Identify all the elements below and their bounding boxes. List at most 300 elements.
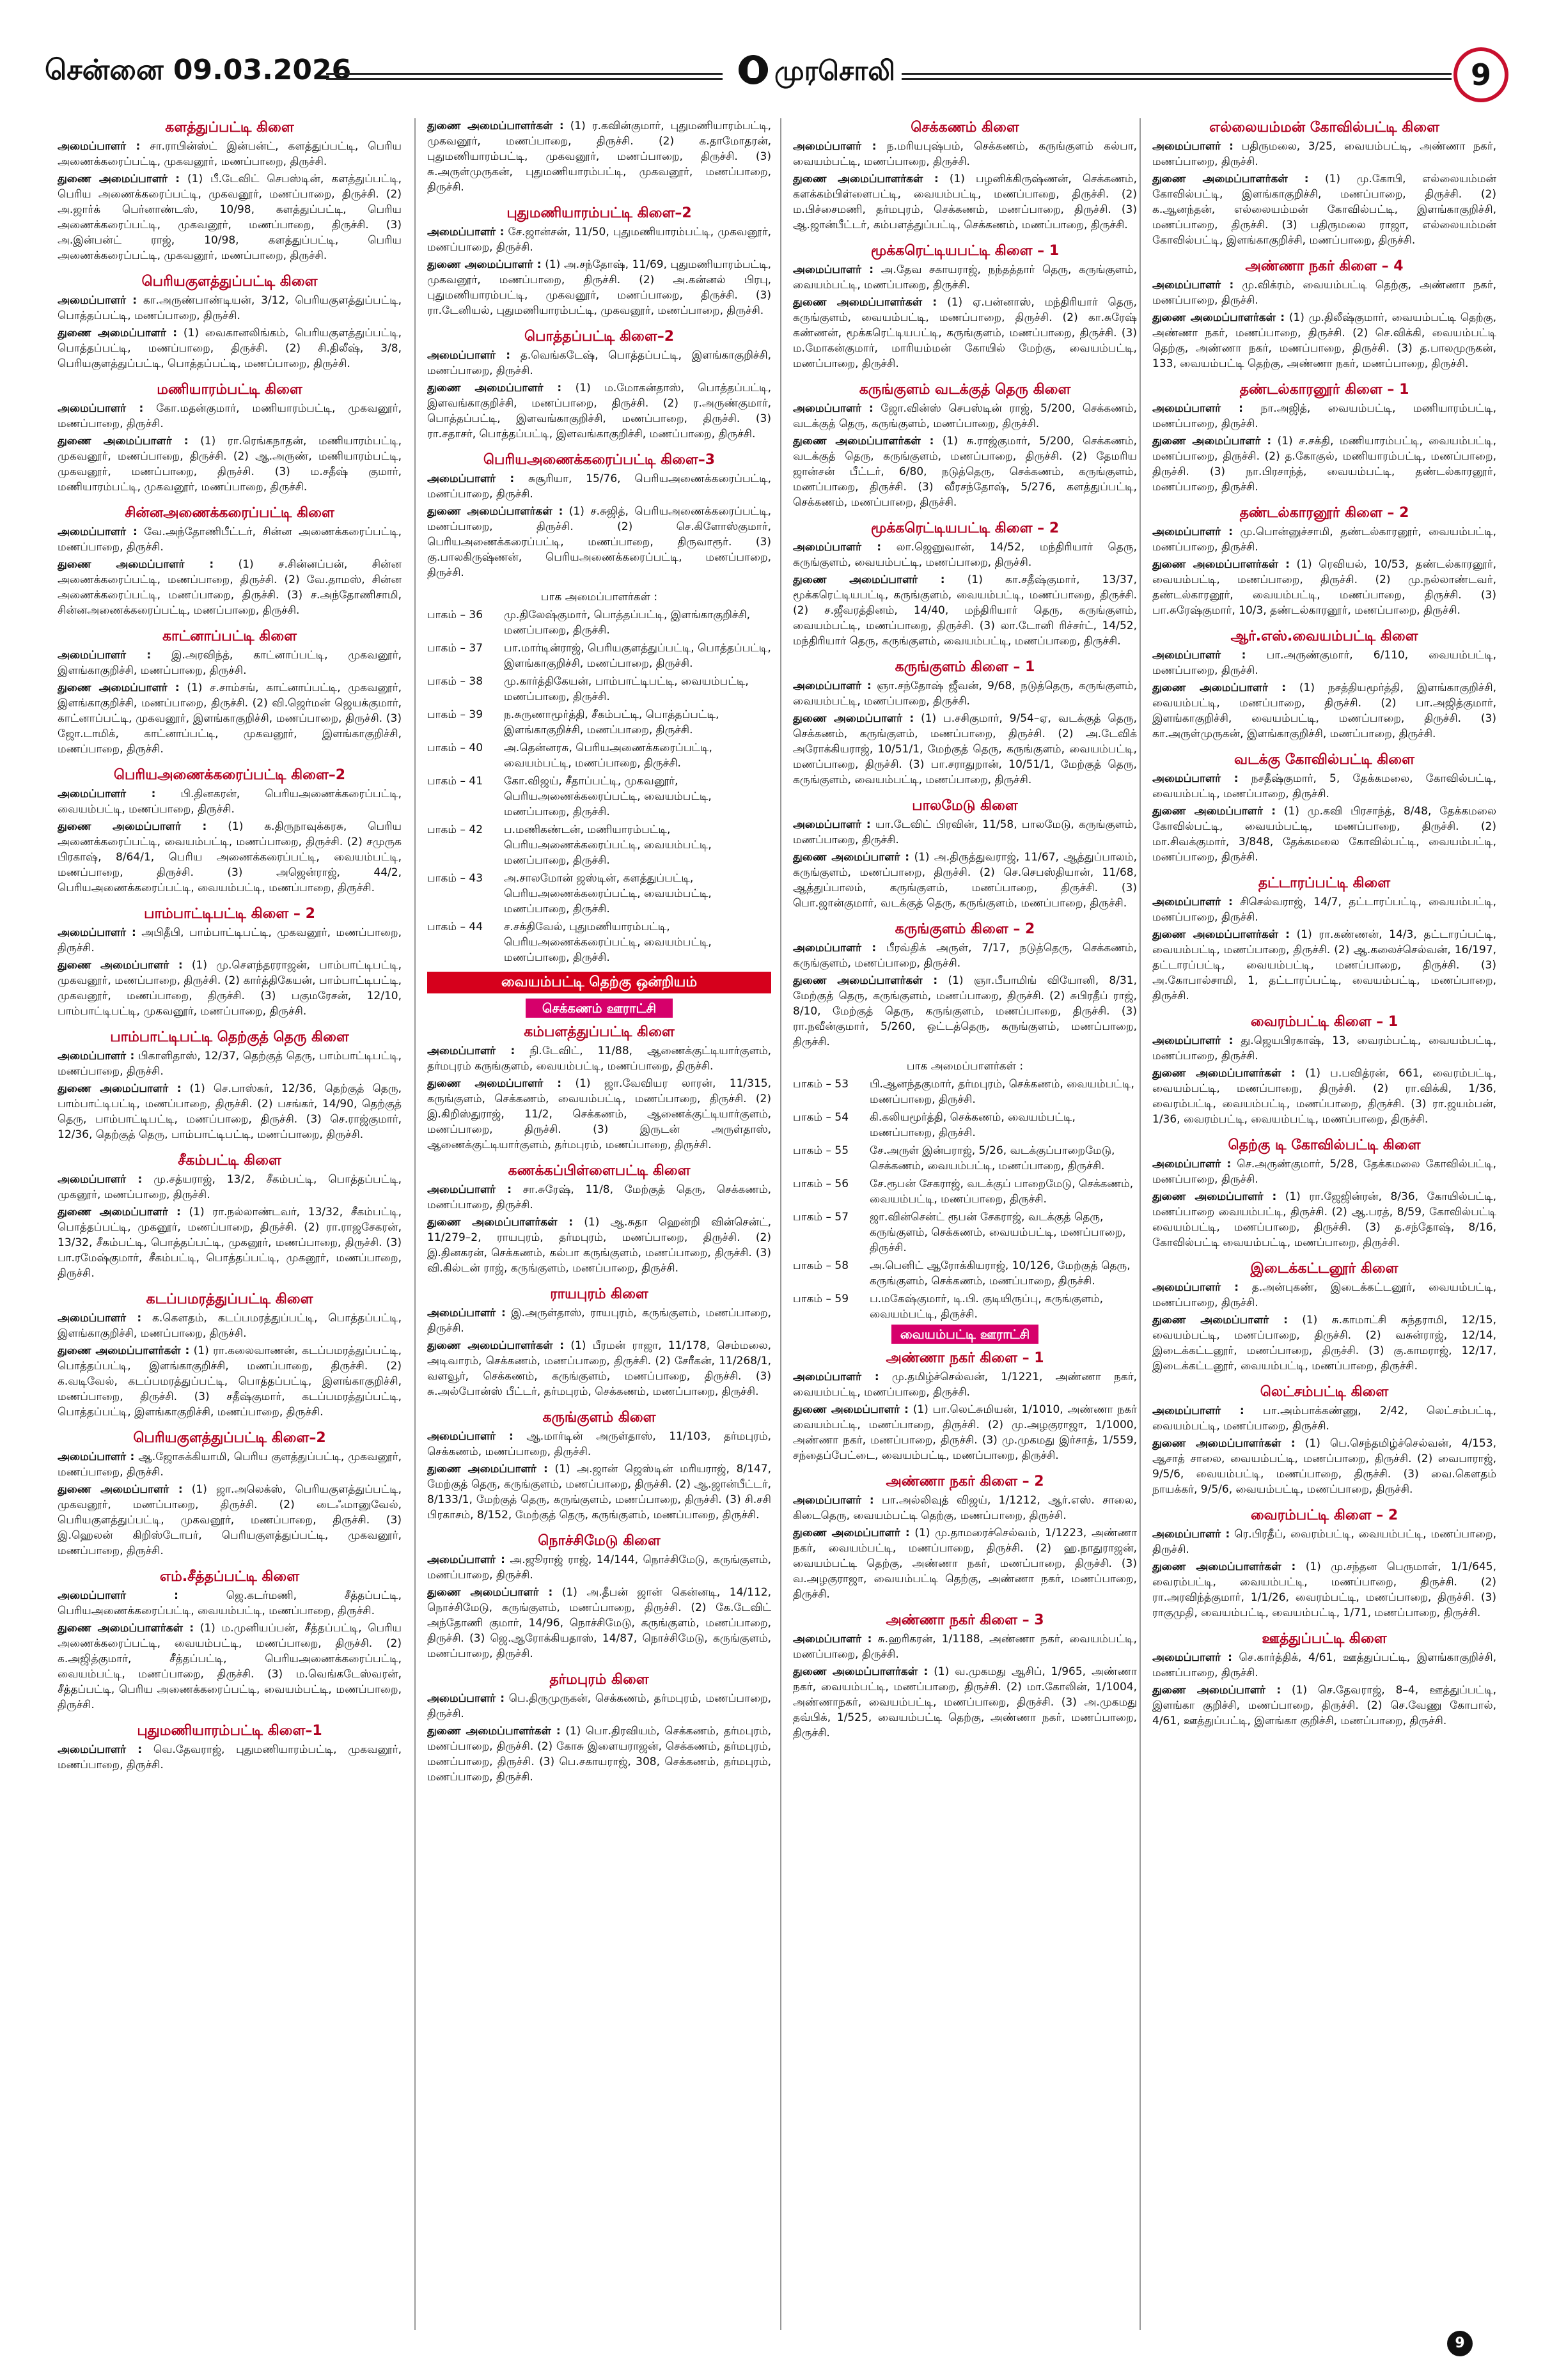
- branch-heading: அண்ணா நகர் கிளை – 3: [886, 1612, 1044, 1628]
- member-paragraph: [58, 1048, 402, 1079]
- branch-heading: மூக்கரெட்டியபட்டி கிளை – 2: [870, 520, 1060, 536]
- role-label: அமைப்பாளர் :: [427, 1553, 505, 1566]
- role-label: அமைப்பாளர் :: [1152, 402, 1243, 415]
- member-text: (1) ர.கவின்குமார், புதுமணியாரம்பட்டி, முகவனூர், மணப்பாறை, திருச்சி. (2) க.தாமோதரன், புதுமணியாரம்பட்டி, முகவனூர், மணப்பாறை, திருச்சி. (3) சு.அருள்முருகன், புதுமணியாரம்பட்டி, முகவனூர், மணப்பாறை, திருச்சி.: [427, 120, 771, 194]
- member-text: (1) செ.பாஸ்கர், 12/36, தெற்குத் தெரு, பாம்பாட்டிபட்டி, மணப்பாறை, திருச்சி. (2) பசங்கர், 14/90, தெற்குத் தெரு, பாம்பாட்டிபட்டி, மணப்பாறை, திருச்சி. (3) செ.ராஜ்குமார், 12/36, தெற்குத் தெரு, பாம்பாட்டிபட்டி, மணப்பாறை, திருச்சி.: [58, 1082, 402, 1141]
- member-paragraph: [1152, 1650, 1496, 1681]
- member-paragraph: [1152, 804, 1496, 865]
- branch-heading: கருங்குளம் கிளை – 1: [895, 659, 1035, 675]
- role-label: அமைப்பாளர் :: [427, 226, 505, 238]
- page-number-badge: 9: [1453, 47, 1508, 102]
- role-label: அமைப்பாளர் :: [58, 1451, 135, 1463]
- member-paragraph: [58, 557, 402, 618]
- column-1: [58, 118, 402, 2330]
- branch-section: [1152, 627, 1496, 742]
- role-label: அமைப்பாளர் :: [1152, 525, 1233, 538]
- role-label: துணை அமைப்பாளர் :: [427, 1463, 548, 1475]
- member-paragraph: [1152, 1527, 1496, 1557]
- member-paragraph: [427, 380, 771, 442]
- member-paragraph: [58, 648, 402, 678]
- member-text: செ.அருண்குமார், 5/28, தேக்கமலை கோவில்பட்டி, மணப்பாறை, திருச்சி.: [1152, 1158, 1496, 1186]
- member-paragraph: [793, 817, 1137, 848]
- member-text: த.வெங்கடேஷ், பொத்தப்பட்டி, இளங்காகுறிச்சி, மணப்பாறை, திருச்சி.: [427, 349, 771, 377]
- member-paragraph: [427, 348, 771, 378]
- member-text: (1) வைகானலிங்கம், பெரியகுளத்துப்பட்டி, பொத்தப்பட்டி, மணப்பாறை, திருச்சி. (2) சி.திலீஷ், 3/8, பெரியகுளத்துப்பட்டி, பொத்தப்பட்டி, மணப்பாறை, திருச்சி.: [58, 327, 402, 370]
- branch-section: [793, 920, 1137, 1050]
- branch-section: [58, 380, 402, 495]
- member-text: மு.சத்யராஜ், 13/2, சீகம்பட்டி, பொத்தப்பட்டி, முகனூர், மணப்பாறை, திருச்சி.: [58, 1173, 402, 1201]
- role-label: துணை அமைப்பாளர்கள் :: [1152, 558, 1290, 571]
- member-paragraph: [793, 1664, 1137, 1741]
- role-label: துணை அமைப்பாளர் :: [427, 258, 542, 271]
- branch-section: [1152, 380, 1496, 495]
- branch-section: [58, 1429, 402, 1559]
- member-text: யா.டேவிட் பிரவின், 11/58, பாலமேடு, கருங்குளம், மணப்பாறை, திருச்சி.: [793, 818, 1137, 846]
- member-text: ஜெ.கடர்மணி, சீத்தப்பட்டி, பெரியஅணைக்கரைப்பட்டி, வையம்பட்டி, மணப்பாறை, திருச்சி.: [58, 1589, 402, 1617]
- bagam-member: கோ.விஜய், சீதாப்பட்டி, முகவனூர், பெரியஅணைக்கரைப்பட்டி, வையம்பட்டி, மணப்பாறை, திருச்சி.: [504, 775, 712, 818]
- member-text: ஆ.மார்டின் அருள்தாஸ், 11/103, தர்மபுரம், செக்கணம், மணப்பாறை, திருச்சி.: [427, 1430, 771, 1458]
- member-paragraph: [427, 1691, 771, 1722]
- member-text: (1) பா.லெட்சுமியன், 1/1010, அண்ணா நகர் வையம்பட்டி, மணப்பாறை, திருச்சி. (2) மு.அழகுராஜா, 1/1000, அண்ணா நகர், மணப்பாறை, திருச்சி. (3) மு.முகமது இர்சாத், 1/559, சந்தைப்பேட்டை, வையம்பட்டி, மணப்பாறை, திருச்சி.: [793, 1403, 1137, 1462]
- branch-section: [427, 1670, 771, 1785]
- member-paragraph: [1152, 524, 1496, 555]
- role-label: அமைப்பாளர் :: [427, 1692, 505, 1705]
- bagam-row: [793, 1110, 1137, 1140]
- member-paragraph: [1152, 310, 1496, 371]
- role-label: துணை அமைப்பாளர்கள் :: [1152, 1437, 1296, 1450]
- bagam-heading: பாக அமைப்பாளர்கள் :: [540, 591, 658, 603]
- role-label: துணை அமைப்பாளர் :: [58, 681, 180, 694]
- bagam-row: [427, 919, 771, 965]
- role-label: அமைப்பாளர் :: [793, 818, 871, 831]
- member-text: (1) ரா.ரெங்கநாதன், மணியாரம்பட்டி, முகவனூர், மணப்பாறை, திருச்சி. (2) ஆ.அருண், மணியாரம்பட்டி, முகவனூர், மணப்பாறை, திருச்சி. (3) ம.சதீஷ் குமார், மணியாரம்பட்டி, முகவனூர், மணப்பாறை, திருச்சி.: [58, 435, 402, 494]
- member-text: (1) ப.பவித்ரன், 661, வைரம்பட்டி, வையம்பட்டி, மணப்பாறை, திருச்சி. (2) ரா.விக்கி, 1/36, வைரம்பட்டி, வையம்பட்டி, மணப்பாறை, திருச்சி. (3) ரா.ஜயம்பன், 1/36, வைரம்பட்டி, வையம்பட்டி, மணப்பாறை, திருச்சி.: [1152, 1067, 1496, 1126]
- bagam-row: [427, 707, 771, 738]
- bagam-member: பா.மார்டின்ராஜ், பெரியகுளத்துப்பட்டி, பொத்தப்பட்டி, இளங்காகுறிச்சி, மணப்பாறை, திருச்சி.: [504, 642, 771, 670]
- member-paragraph: [427, 471, 771, 502]
- member-paragraph: [793, 1402, 1137, 1463]
- member-text: அ.ஜூராஜ் ராஜ், 14/144, நொச்சிமேடு, கருங்குளம், மணப்பாறை, திருச்சி.: [427, 1553, 771, 1582]
- member-paragraph: [427, 1429, 771, 1459]
- role-label: அமைப்பாளர் :: [1152, 140, 1234, 153]
- bagam-member: ப.மணிகண்டன், மணியாரம்பட்டி, பெரியஅணைக்கரைப்பட்டி, வையம்பட்டி, மணப்பாறை, திருச்சி.: [504, 823, 712, 867]
- role-label: துணை அமைப்பாளர் :: [58, 1483, 183, 1496]
- member-text: மு.தமிழ்ச்செல்வன், 1/1221, அண்ணா நகர், வையம்பட்டி, மணப்பாறை, திருச்சி.: [793, 1371, 1137, 1399]
- role-label: அமைப்பாளர் :: [58, 402, 144, 415]
- member-text: (1) மு.கவி பிரசாந்த், 8/48, தேக்கமலை கோவில்பட்டி, வையம்பட்டி, மணப்பாறை, திருச்சி. (2) மா.சிவக்குமார், 3/848, தேக்கமலை கோவில்பட்டி, வையம்பட்டி, மணப்பாறை, திருச்சி.: [1152, 805, 1496, 864]
- role-label: அமைப்பாளர் :: [793, 1371, 879, 1383]
- branch-section: [1152, 874, 1496, 1004]
- role-label: துணை அமைப்பாளர் :: [1152, 1684, 1281, 1697]
- role-label: துணை அமைப்பாளர்கள் :: [1152, 928, 1290, 941]
- member-paragraph: [793, 711, 1137, 788]
- role-label: துணை அமைப்பாளர்கள் :: [1152, 1067, 1296, 1080]
- member-text: (1) பெ.செந்தமிழ்ச்செல்வன், 4/153, ஆசாத் சாலை, வையம்பட்டி, மணப்பாறை, திருச்சி. (2) வைபாராஜ், 9/5/6, வையம்பட்டி, மணப்பாறை, திருச்சி. (3) வை.கௌதம் நாயக்கர், 9/5/6, வையம்பட்டி, மணப்பாறை, திருச்சி.: [1152, 1437, 1496, 1496]
- bagam-number: பாகம் – 54: [793, 1111, 849, 1124]
- bagam-number: பாகம் – 59: [793, 1293, 849, 1305]
- branch-heading: லெட்சம்பட்டி கிளை: [1260, 1384, 1389, 1400]
- bagam-row: [427, 740, 771, 771]
- bagam-member: மு.கார்த்திகேயன், பாம்பாட்டிபட்டி, வையம்பட்டி, மணப்பாறை, திருச்சி.: [504, 675, 749, 703]
- member-text: (1) ம.மோகன்தாஸ், பொத்தப்பட்டி, இளவங்காகுறிச்சி, மணப்பாறை, திருச்சி. (2) ர.அருண்குமார், பொத்தப்பட்டி, இளவங்காகுறிச்சி, மணப்பாறை, திருச்சி. (3) ரா.சதாசர், பொத்தப்பட்டி, இளவங்காகுறிச்சி, மணப்பாறை, திருச்சி.: [427, 382, 771, 440]
- member-text: சுசூரியா, 15/76, பெரியஅணைக்கரைப்பட்டி, மணப்பாறை, திருச்சி.: [427, 472, 771, 501]
- role-label: அமைப்பாளர் :: [1152, 1528, 1230, 1541]
- bagam-number: பாகம் – 40: [427, 742, 483, 754]
- member-text: (1) அ.சந்தோஷ், 11/69, புதுமணியாரம்பட்டி, முகவனூர், மணப்பாறை, திருச்சி. (2) அ.கன்னல் பிரபு, புதுமணியாரம்பட்டி, முகவனூர், மணப்பாறை, திருச்சி. (3) ரா.டேனியல், புதுமணியாரம்பட்டி, முகவனூர், மணப்பாறை, திருச்சி.: [427, 258, 771, 317]
- member-paragraph: [1152, 401, 1496, 432]
- role-label: அமைப்பாளர் :: [793, 263, 873, 276]
- branch-section: [58, 1151, 402, 1281]
- role-label: துணை அமைப்பாளர்கள் :: [427, 1339, 565, 1352]
- panchayat-chip: வையம்பட்டி ஊராட்சி: [891, 1325, 1038, 1344]
- bagam-row: [793, 1291, 1137, 1322]
- bagam-number: பாகம் – 55: [793, 1144, 849, 1157]
- member-text: (1) நசத்தியமூர்த்தி, இளங்காகுறிச்சி, வையம்பட்டி, மணப்பாறை, திருச்சி. (2) பா.அஜித்குமார், இளங்காகுறிச்சி, வையம்பட்டி, மணப்பாறை, திருச்சி. (3) கா.அருள்முருகன், இளங்காகுறிச்சி, மணப்பாறை, திருச்சி.: [1152, 681, 1496, 740]
- member-paragraph: [1152, 680, 1496, 742]
- member-paragraph: [58, 139, 402, 169]
- member-text: (1) ச.சின்னப்பன், சின்ன அணைக்கரைப்பட்டி, மணப்பாறை, திருச்சி. (2) வே.தாமஸ், சின்ன அணைக்கரைப்பட்டி, மணப்பாறை, திருச்சி. (3) ச.அந்தோணிசாமி, சின்னஅணைக்கரைப்பட்டி, மணப்பாறை, திருச்சி.: [58, 558, 402, 617]
- member-paragraph: [793, 572, 1137, 649]
- branch-section: [58, 272, 402, 371]
- role-label: துணை அமைப்பாளர் :: [58, 435, 189, 447]
- branch-heading: பெரியஅணைக்கரைப்பட்டி கிளை–3: [483, 452, 716, 468]
- member-paragraph: [427, 118, 771, 195]
- branch-section: [427, 204, 771, 318]
- role-label: துணை அமைப்பாளர் :: [1152, 435, 1272, 447]
- branch-heading: தட்டாரப்பட்டி கிளை: [1258, 875, 1391, 891]
- member-text: (1) ச.சாம்சங், காட்னாப்பட்டி, முகவனூர், இளங்காகுறிச்சி, மணப்பாறை, திருச்சி. (2) வி.ஜெர்மன் ஜெயக்குமார், காட்னாப்பட்டி, முகவனூர், இளங்காகுறிச்சி, மணப்பாறை, திருச்சி. (3) ஜோ.டாமிக், காட்னாப்பட்டி, முகவனூர், இளங்காகுறிச்சி, மணப்பாறை, திருச்சி.: [58, 681, 402, 756]
- member-paragraph: [427, 257, 771, 318]
- paper-logo: [739, 50, 895, 95]
- role-label: துணை அமைப்பாளர்கள் :: [58, 1622, 194, 1635]
- branch-section: [1152, 504, 1496, 618]
- role-label: துணை அமைப்பாளர்கள் :: [793, 974, 938, 987]
- member-text: மு.பொன்னுச்சாமி, தண்டல்காரனூர், வையம்பட்டி, மணப்பாறை, திருச்சி.: [1152, 525, 1496, 554]
- member-paragraph: [1152, 927, 1496, 1004]
- member-paragraph: [1152, 139, 1496, 169]
- role-label: அமைப்பாளர் :: [427, 1307, 506, 1319]
- bagam-row: [427, 607, 771, 638]
- role-label: துணை அமைப்பாளர் :: [793, 1527, 910, 1539]
- branch-heading: வைரம்பட்டி கிளை – 2: [1250, 1507, 1398, 1523]
- branch-section: [1152, 118, 1496, 248]
- role-label: அமைப்பாளர் :: [427, 1045, 515, 1057]
- role-label: அமைப்பாளர் :: [793, 140, 877, 153]
- branch-heading: வடக்கு கோவில்பட்டி கிளை: [1234, 752, 1414, 768]
- branch-section: [793, 380, 1137, 510]
- role-label: துணை அமைப்பாளர் :: [427, 382, 562, 394]
- branch-heading: கருங்குளம் வடக்குத் தெரு கிளை: [859, 382, 1071, 398]
- member-paragraph: [793, 433, 1137, 510]
- bagam-row: [793, 1143, 1137, 1174]
- member-text: பீரவ்திக் அருள், 7/17, நடுத்தெரு, செக்கணம், கருங்குளம், மணப்பாறை, திருச்சி.: [793, 942, 1137, 970]
- bagam-member: அ.தென்னரசு, பெரியஅணைக்கரைப்பட்டி, வையம்பட்டி, மணப்பாறை, திருச்சி.: [504, 742, 712, 770]
- member-paragraph: [58, 171, 402, 263]
- role-label: துணை அமைப்பாளர் :: [427, 1077, 562, 1090]
- member-text: (1) ரெவியல், 10/53, தண்டல்காரனூர், வையம்பட்டி, மணப்பாறை, திருச்சி. (2) மு.நல்லாண்டவர், தண்டல்காரனூர், வையம்பட்டி, மணப்பாறை, திருச்சி. (3) பா.சுரேஷ்குமார், 10/3, தண்டல்காரனூர், மணப்பாறை, திருச்சி.: [1152, 558, 1496, 617]
- member-text: (1) அ.தீபன் ஜான் கென்னடி, 14/112, நொச்சிமேடு, கருங்குளம், மணப்பாறை, திருச்சி. (2) கே.டேவிட் அந்தோணி குமார், 14/96, நொச்சிமேடு, கருங்குளம், மணப்பாறை, திருச்சி. (3) ஜெ.ஆரோக்கியதாஸ், 14/87, நொச்சிமேடு, கருங்குளம், மணப்பாறை, திருச்சி.: [427, 1586, 771, 1660]
- role-label: துணை அமைப்பாளர்கள் :: [427, 120, 564, 132]
- member-paragraph: [1152, 1559, 1496, 1621]
- branch-heading: ஊத்துப்பட்டி கிளை: [1262, 1631, 1387, 1647]
- bagam-member: ந.சுருணாமூர்த்தி, சீகம்பட்டி, பொத்தப்பட்டி, இளங்காகுறிச்சி, மணப்பாறை, திருச்சி.: [504, 708, 719, 736]
- member-text: (1) ஜா.அலெக்ஸ், பெரியகுளத்துப்பட்டி, முகவனூர், மணப்பாறை, திருச்சி. (2) டைஃமானுவேல், பெரியகுளத்துப்பட்டி, முகவனூர், மணப்பாறை, திருச்சி. (3) இ.ஹெலன் கிறிஸ்டோபர், பெரியகுளத்துப்பட்டி, முகவனூர், மணப்பாறை, திருச்சி.: [58, 1483, 402, 1557]
- member-text: சா.சுரேஷ், 11/8, மேற்குத் தெரு, செக்கணம், மணப்பாறை, திருச்சி.: [427, 1183, 771, 1211]
- branch-section: [427, 1162, 771, 1276]
- role-label: துணை அமைப்பாளர் :: [58, 959, 183, 972]
- branch-section: [427, 327, 771, 442]
- branch-section: [427, 1285, 771, 1399]
- member-paragraph: [1152, 1280, 1496, 1311]
- role-label: அமைப்பாளர் :: [1152, 1404, 1244, 1417]
- bagam-number: பாகம் – 43: [427, 872, 483, 885]
- role-label: அமைப்பாளர் :: [793, 402, 873, 415]
- member-text: நா.அஜித், வையம்பட்டி, மணியாரம்பட்டி, மணப்பாறை, திருச்சி.: [1152, 402, 1496, 430]
- role-label: அமைப்பாளர் :: [58, 1312, 142, 1325]
- member-text: (1) மு.செளந்தரராஜன், பாம்பாட்டிபட்டி, முகவனூர், மணப்பாறை, திருச்சி. (2) கார்த்திகேயன், பாம்பாட்டிபட்டி, முகவனூர், மணப்பாறை, திருச்சி. (3) பகுமரேசன், 12/10, பாம்பாட்டிபட்டி, முகவனூர், மணப்பாறை, திருச்சி.: [58, 959, 402, 1018]
- paper-name: முரசொலி: [774, 55, 895, 86]
- member-text: பா.அருண்குமார், 6/110, வையம்பட்டி, மணப்பாறை, திருச்சி.: [1152, 649, 1496, 677]
- role-label: அமைப்பாளர் :: [1152, 896, 1233, 908]
- branch-section: [58, 504, 402, 618]
- member-text: அபிதீபி, பாம்பாட்டிபட்டி, முகவனூர், மணப்பாறை, திருச்சி.: [58, 926, 402, 954]
- member-text: (1) ஞா.பீபாமிங் வியோனி, 8/31, மேற்குத் தெரு, கருங்குளம், மணப்பாறை, திருச்சி. (2) சுபிரதீப் ராஜ், 8/10, மேற்குத் தெரு, கருங்குளம், மணப்பாறை, திருச்சி. (3) ரா.நவீன்குமார், 5/260, ஒட்டத்தெரு, கருங்குளம், மணப்பாறை, திருச்சி.: [793, 974, 1137, 1048]
- bagam-number: பாகம் – 37: [427, 642, 483, 655]
- branch-heading: பாம்பாட்டிபட்டி கிளை – 2: [144, 906, 315, 922]
- member-text: பெ.திருமுருகன், செக்கணம், தர்மபுரம், மணப்பாறை, திருச்சி.: [427, 1692, 771, 1720]
- member-paragraph: [427, 1215, 771, 1276]
- panchayat-chip: செக்கணம் ஊராட்சி: [526, 999, 673, 1018]
- branch-section: [58, 766, 402, 896]
- member-paragraph: [1152, 648, 1496, 678]
- bagam-member: அ.சாலமோன் ஜஸ்டின், களத்துப்பட்டி, பெரியஅணைக்கரைப்பட்டி, வையம்பட்டி, மணப்பாறை, திருச்சி.: [504, 872, 712, 915]
- role-label: அமைப்பாளர் :: [58, 294, 137, 307]
- member-paragraph: [793, 1525, 1137, 1602]
- member-paragraph: [793, 540, 1137, 570]
- member-text: இ.அருள்தாஸ், ராயபுரம், கருங்குளம், மணப்பாறை, திருச்சி.: [427, 1307, 771, 1335]
- member-text: (1) ஜா.வேவியர லாரன், 11/315, கருங்குளம், செக்கணம், வையம்பட்டி, மணப்பாறை, திருச்சி. (2) இ.கிறிஸ்துராஜ், 11/2, செக்கணம், ஆணைக்குட்டியார்குளம், மணப்பாறை, திருச்சி. (3) இருடன் அருள்தாஸ், ஆணைக்குட்டியார்குளம், தர்மபுரம், மணப்பாறை, திருச்சி.: [427, 1077, 771, 1151]
- member-paragraph: [1152, 771, 1496, 802]
- branch-heading: புதுமணியாரம்பட்டி கிளை–2: [506, 205, 692, 221]
- member-text: (1) மு.சந்தன பெருமாள், 1/1/645, வைரம்பட்டி, வையம்பட்டி, மணப்பாறை, திருச்சி. (2) ரா.அரவிந்த்குமார், 1/1/26, வைரம்பட்டி, மணப்பாறை, திருச்சி. (3) ராகுமுதி, வையம்பட்டி, வையம்பட்டி, 1/71, மணப்பாறை, திருச்சி.: [1152, 1560, 1496, 1619]
- bagam-heading: பாக அமைப்பாளர்கள் :: [906, 1060, 1024, 1073]
- member-paragraph: [58, 925, 402, 956]
- member-text: (1) பொ.திரவியம், செக்கணம், தர்மபுரம், மணப்பாறை, திருச்சி. (2) கோசு இளையராஜன், செக்கணம், தர்மபுரம், மணப்பாறை, திருச்சி. (3) பெ.சகாயராஜ், 308, செக்கணம், தர்மபுரம், மணப்பாறை, திருச்சி.: [427, 1725, 771, 1784]
- member-paragraph: [1152, 1156, 1496, 1187]
- role-label: துணை அமைப்பாளர் :: [58, 1082, 182, 1095]
- bagam-member: ஜா.வின்சென்ட் ரூபன் சேகராஜ், வடக்குத் தெரு, கருங்குளம், செக்கணம், வையம்பட்டி, மணப்பாறை, திருச்சி.: [870, 1211, 1126, 1254]
- role-label: துணை அமைப்பாளர் :: [58, 327, 178, 339]
- member-paragraph: [793, 940, 1137, 971]
- member-paragraph: [58, 1343, 402, 1420]
- branch-heading: ராயபுரம் கிளை: [550, 1286, 648, 1302]
- masthead: [45, 50, 1505, 101]
- branch-heading: பெரியகுளத்துப்பட்டி கிளை: [141, 274, 318, 290]
- member-paragraph: [427, 1585, 771, 1661]
- bagam-number: பாகம் – 58: [793, 1259, 849, 1272]
- member-text: கா.அருண்பாண்டியன், 3/12, பெரியகுளத்துப்பட்டி, பொத்தப்பட்டி, மணப்பாறை, திருச்சி.: [58, 294, 402, 322]
- member-text: வே.அந்தோணிபீட்டர், சின்ன அணைக்கரைப்பட்டி, மணப்பாறை, திருச்சி.: [58, 525, 402, 554]
- role-label: அமைப்பாளர் :: [427, 1183, 512, 1196]
- member-paragraph: [427, 1305, 771, 1336]
- role-label: துணை அமைப்பாளர் :: [1152, 681, 1287, 694]
- branch-section: [793, 1349, 1137, 1463]
- member-text: வெ.தேவராஜ், புதுமணியாரம்பட்டி, முகவனூர், மணப்பாறை, திருச்சி.: [58, 1743, 402, 1771]
- member-paragraph: [58, 1311, 402, 1341]
- member-paragraph: [1152, 433, 1496, 495]
- branch-heading: அண்ணா நகர் கிளை – 2: [886, 1474, 1044, 1489]
- member-text: (1) பீ.டேவிட் செபஸ்டின், களத்துப்பட்டி, பெரிய அணைக்கரைப்பட்டி, முகவனூர், மணப்பாறை, திருச்சி. (2) அ.ஜார்க் பெர்னாண்டஸ், 10/98, களத்துப்பட்டி, பெரிய அணைக்கரைப்பட்டி, முகவனூர், மணப்பாறை, திருச்சி. (3) அ.இன்பன்ட் ராஜ், 10/98, களத்துப்பட்டி, பெரிய அணைக்கரைப்பட்டி, முகவனூர், மணப்பாறை, திருச்சி.: [58, 173, 402, 262]
- bagam-number: பாகம் – 42: [427, 823, 483, 836]
- branch-section: [427, 118, 771, 195]
- role-label: துணை அமைப்பாளர் :: [58, 558, 214, 571]
- bagam-row: [793, 1176, 1137, 1207]
- branch-section: [793, 242, 1137, 371]
- role-label: துணை அமைப்பாளர்கள் :: [793, 296, 937, 309]
- member-text: (1) பீரமன் ராஜா, 11/178, செம்மலை, அடிவாரம், செக்கணம், மணப்பாறை, திருச்சி. (2) சேரீகன், 11/268/1, வளவூர், செக்கணம், கருங்குளம், மணப்பாறை, திருச்சி. (3) சு.அல்போன்ஸ் பீட்டர், தர்மபுரம், செக்கணம், மணப்பாறை, திருச்சி.: [427, 1339, 771, 1398]
- bagam-member: மு.திலேஷ்குமார், பொத்தப்பட்டி, இளங்காகுறிச்சி, மணப்பாறை, திருச்சி.: [504, 609, 751, 637]
- bagam-row: [427, 871, 771, 917]
- member-paragraph: [58, 1081, 402, 1142]
- branch-heading: களத்துப்பட்டி கிளை: [165, 120, 294, 136]
- bagam-number: பாகம் – 57: [793, 1211, 849, 1224]
- role-label: துணை அமைப்பாளர்கள் :: [793, 173, 939, 185]
- member-paragraph: [793, 973, 1137, 1050]
- branch-section: [793, 118, 1137, 233]
- member-paragraph: [58, 401, 402, 432]
- member-paragraph: [793, 171, 1137, 233]
- bagam-member: கி.கலியமூர்த்தி, செக்கணம், வையம்பட்டி, மணப்பாறை, திருச்சி.: [870, 1111, 1076, 1139]
- branch-heading: கணக்கப்பிள்ளைபட்டி கிளை: [508, 1163, 691, 1179]
- member-text: (1) ச.சுஜித், பெரியஅணைக்கரைப்பட்டி, மணப்பாறை, திருச்சி. (2) செ.கிளோஸ்குமார், பெரியஅணைக்கரைப்பட்டி, மணப்பாறை, திருவாரூர். (3) கு.பாலகிருஷ்ணன், பெரியஅணைக்கரைப்பட்டி, மணப்பாறை, திருச்சி.: [427, 505, 771, 579]
- member-paragraph: [58, 786, 402, 817]
- branch-heading: சின்னஅணைக்கரைப்பட்டி கிளை: [125, 505, 334, 521]
- member-text: பா.அம்பாக்கண்ணு, 2/42, லெட்சம்பட்டி, வையம்பட்டி, மணப்பாறை, திருச்சி.: [1152, 1404, 1496, 1433]
- branch-section: [427, 1532, 771, 1661]
- member-paragraph: [1152, 1033, 1496, 1064]
- branch-heading: புதுமணியாரம்பட்டி கிளை–1: [137, 1723, 322, 1739]
- bagam-member: அ.பெனிட் ஆரோக்கியராஜ், 10/126, மேற்குத் தெரு, கருங்குளம், செக்கணம், மணப்பாறை, திருச்சி.: [870, 1259, 1131, 1287]
- member-text: ஞா.சந்தோஷ் ஜீவன், 9/68, நடுத்தெரு, கருங்குளம், வையம்பட்டி, மணப்பாறை, திருச்சி.: [793, 680, 1137, 708]
- member-paragraph: [427, 1552, 771, 1583]
- branch-section: [58, 627, 402, 757]
- role-label: துணை அமைப்பாளர் :: [58, 173, 180, 185]
- member-paragraph: [1152, 1683, 1496, 1729]
- branch-heading: வைரம்பட்டி கிளை – 1: [1250, 1014, 1398, 1030]
- role-label: அமைப்பாளர் :: [427, 1430, 513, 1443]
- branch-section: [1152, 1259, 1496, 1374]
- branch-heading: எல்லையம்மன் கோவில்பட்டி கிளை: [1209, 120, 1439, 136]
- role-label: அமைப்பாளர் :: [58, 140, 141, 153]
- member-text: செ.கார்த்திக், 4/61, ஊத்துப்பட்டி, இளங்காகுறிச்சி, மணப்பாறை, திருச்சி.: [1152, 1651, 1496, 1679]
- role-label: துணை அமைப்பாளர் :: [1152, 1314, 1288, 1326]
- member-text: (1) செ.தேவராஜ், 8–4, ஊத்துப்பட்டி, இளங்கா குறிச்சி, மணப்பாறை, திருச்சி. (2) செ.வேணு கோபால், 4/61, ஊத்துப்பட்டி, இளங்கா குறிச்சி, மணப்பாறை, திருச்சி.: [1152, 1684, 1496, 1727]
- role-label: அமைப்பாளர் :: [1152, 1158, 1232, 1171]
- role-label: துணை அமைப்பாளர்கள் :: [793, 435, 934, 447]
- member-text: (1) க.திருநாவுக்கரசு, பெரிய அணைக்கரைப்பட்டி, வையம்பட்டி, மணப்பாறை, திருச்சி. (2) சமுருக பிரகாஷ், 8/64/1, பெரிய அணைக்கரைப்பட்டி, வையம்பட்டி, மணப்பாறை, திருச்சி. (3) அஜென்ராஜ், 44/2, பெரியஅணைக்கரைப்பட்டி, வையம்பட்டி, மணப்பாறை, திருச்சி.: [58, 820, 402, 894]
- member-paragraph: [793, 1369, 1137, 1400]
- member-text: (1) ஏ.பன்னாஸ், மந்திரியார் தெரு, கருங்குளம், வையம்பட்டி, மணப்பாறை, திருச்சி. (2) கா.சுரேஷ் கண்ணன், மூக்கரெட்டியபட்டி, கருங்குளம், மணப்பாறை, திருச்சி. (3) ம.மோகன்குமார், மாரியம்மன் கோயில் மேற்கு, வையம்பட்டி, மணப்பாறை, திருச்சி.: [793, 296, 1137, 370]
- member-paragraph: [427, 1461, 771, 1523]
- sun-emblem-icon: [739, 55, 768, 84]
- member-paragraph: [427, 1182, 771, 1213]
- member-text: (1) வ.முகமது ஆசிப், 1/965, அண்ணா நகர், வையம்பட்டி, மணப்பாறை, திருச்சி. (2) மா.கோலின், 1/1004, அண்ணாநகர், வையம்பட்டி, மணப்பாறை, திருச்சி. (3) அ.முகமது தவ்பிக், 1/525, வையம்பட்டி தெற்கு, அண்ணா நகர், மணப்பாறை, திருச்சி.: [793, 1665, 1137, 1739]
- member-text: கோ.மதன்குமார், மணியாரம்பட்டி, முகவனூர், மணப்பாறை, திருச்சி.: [58, 402, 402, 430]
- branch-heading: கருங்குளம் கிளை: [542, 1410, 656, 1426]
- branch-section: [793, 1472, 1137, 1602]
- role-label: துணை அமைப்பாளர்கள் :: [58, 1344, 190, 1357]
- role-label: துணை அமைப்பாளர் :: [793, 851, 910, 864]
- bagam-row: [793, 1077, 1137, 1107]
- member-paragraph: [793, 295, 1137, 371]
- role-label: அமைப்பாளர் :: [58, 1050, 135, 1062]
- member-text: (1) மு.தாமரைச்செல்வம், 1/1223, அண்ணா நகர், வையம்பட்டி, மணப்பாறை, திருச்சி. (2) ஹ.நாதுராஜன், வையம்பட்டி தெற்கு, அண்ணா நகர், மணப்பாறை, திருச்சி. (3) வ.அழகுராஜா, வையம்பட்டி தெற்கு, அண்ணா நகர், மணப்பாறை, திருச்சி.: [793, 1527, 1137, 1601]
- member-text: நசதீஷ்குமார், 5, தேக்கமலை, கோவில்பட்டி, வையம்பட்டி, மணப்பாறை, திருச்சி.: [1152, 772, 1496, 800]
- bagam-member: சே.அருள் இன்பராஜ், 5/26, வடக்குப்பாறைமேடு, செக்கணம், வையம்பட்டி, மணப்பாறை, திருச்சி.: [870, 1144, 1115, 1172]
- branch-section: [1152, 1136, 1496, 1250]
- column-3: [793, 118, 1137, 2330]
- branch-section: [793, 1611, 1137, 1741]
- member-paragraph: [58, 325, 402, 371]
- member-paragraph: [58, 1204, 402, 1281]
- branch-heading: பொத்தப்பட்டி கிளை–2: [524, 329, 675, 345]
- member-text: (1) ச.சக்தி, மணியாரம்பட்டி, வையம்பட்டி, மணப்பாறை, திருச்சி. (2) த.கோகுல், மணியாரம்பட்டி, மணப்பாறை, திருச்சி. (3) நா.பிரசாந்த், வையம்பட்டி, தண்டல்காரனூர், மணப்பாறை, திருச்சி.: [1152, 435, 1496, 494]
- member-paragraph: [793, 401, 1137, 432]
- role-label: துணை அமைப்பாளர்கள் :: [1152, 173, 1309, 185]
- member-paragraph: [793, 139, 1137, 169]
- branch-section: [1152, 1629, 1496, 1729]
- member-paragraph: [58, 1172, 402, 1202]
- role-label: துணை அமைப்பாளர்கள் :: [793, 1665, 928, 1678]
- member-text: மு.விக்ரம், வையம்பட்டி தெற்கு, அண்ணா நகர், மணப்பாறை, திருச்சி.: [1152, 279, 1496, 307]
- member-text: து.ஜெயபிரகாஷ், 13, வைரம்பட்டி, வையம்பட்டி, மணப்பாறை, திருச்சி.: [1152, 1034, 1496, 1062]
- masthead-rule-left: [326, 73, 723, 80]
- role-label: அமைப்பாளர் :: [1152, 1651, 1232, 1664]
- member-text: சே.ஜான்சன், 11/50, புதுமணியாரம்பட்டி, முகவனூர், மணப்பாறை, திருச்சி.: [427, 226, 771, 254]
- column-4: [1152, 118, 1496, 2330]
- branch-heading: கடப்பமரத்துப்பட்டி கிளை: [146, 1291, 313, 1307]
- masthead-rule-right: [902, 73, 1452, 80]
- bagam-number: பாகம் – 36: [427, 609, 483, 621]
- member-paragraph: [58, 524, 402, 555]
- bagam-number: பாகம் – 39: [427, 708, 483, 721]
- member-paragraph: [1152, 1312, 1496, 1374]
- role-label: துணை அமைப்பாளர் :: [793, 712, 914, 725]
- member-text: ரெ.பிரதீப், வைரம்பட்டி, வையம்பட்டி, மணப்பாறை, திருச்சி.: [1152, 1528, 1496, 1556]
- member-paragraph: [58, 1621, 402, 1713]
- branch-section: [427, 1408, 771, 1523]
- role-label: துணை அமைப்பாளர் :: [1152, 805, 1276, 818]
- branch-section: [58, 118, 402, 263]
- member-paragraph: [58, 819, 402, 896]
- role-label: அமைப்பாளர் :: [58, 1743, 143, 1756]
- member-text: பி.தினகரன், பெரியஅணைக்கரைப்பட்டி, வையம்பட்டி, மணப்பாறை, திருச்சி.: [58, 788, 402, 816]
- member-paragraph: [1152, 557, 1496, 618]
- branch-heading: தர்மபுரம் கிளை: [549, 1672, 649, 1688]
- member-text: க.கெளதம், கடப்பமரத்துப்பட்டி, பொத்தப்பட்டி, இளங்காகுறிச்சி, மணப்பாறை, திருச்சி.: [58, 1312, 402, 1340]
- member-paragraph: [58, 1482, 402, 1559]
- member-text: நி.டேவிட், 11/88, ஆணைக்குட்டியார்குளம், தர்மபுரம் கருங்குளம், வையம்பட்டி, மணப்பாறை, திருச்சி.: [427, 1045, 771, 1073]
- member-text: ஜோ.வின்ஸ் செபஸ்டின் ராஜ், 5/200, செக்கணம், வடக்குத் தெரு, கருங்குளம், மணப்பாறை, திருச்சி.: [793, 402, 1137, 430]
- branch-heading: மணியாரம்பட்டி கிளை: [157, 382, 302, 398]
- branch-heading: செக்கணம் கிளை: [911, 120, 1019, 136]
- member-paragraph: [58, 1588, 402, 1619]
- member-text: (1) சு.காமாட்சி சுந்தராமி, 12/15, வையம்பட்டி, மணப்பாறை, திருச்சி. (2) வசுன்ராஜ், 12/14, இடைக்கட்டனூர், மணப்பாறை, திருச்சி. (3) கு.காமராஜ், 12/17, இடைக்கட்டனூர், வையம்பட்டி, மணப்பாறை, திருச்சி.: [1152, 1314, 1496, 1373]
- member-text: (1) ம.முனியப்பன், சீத்தப்பட்டி, பெரிய அணைக்கரைப்பட்டி, வையம்பட்டி, மணப்பாறை, திருச்சி. (2) க.அஜித்குமார், சீத்தப்பட்டி, பெரியஅணைக்கரைப்பட்டி, வையம்பட்டி, மணப்பாறை, திருச்சி. (3) ம.வெங்கடேஸ்வரன், சீத்தப்பட்டி, பெரிய அணைக்கரைப்பட்டி, வையம்பட்டி, மணப்பாறை, திருச்சி.: [58, 1622, 402, 1711]
- role-label: அமைப்பாளர் :: [427, 349, 511, 362]
- role-label: அமைப்பாளர் :: [58, 1173, 143, 1186]
- bagam-number: பாகம் – 56: [793, 1178, 849, 1190]
